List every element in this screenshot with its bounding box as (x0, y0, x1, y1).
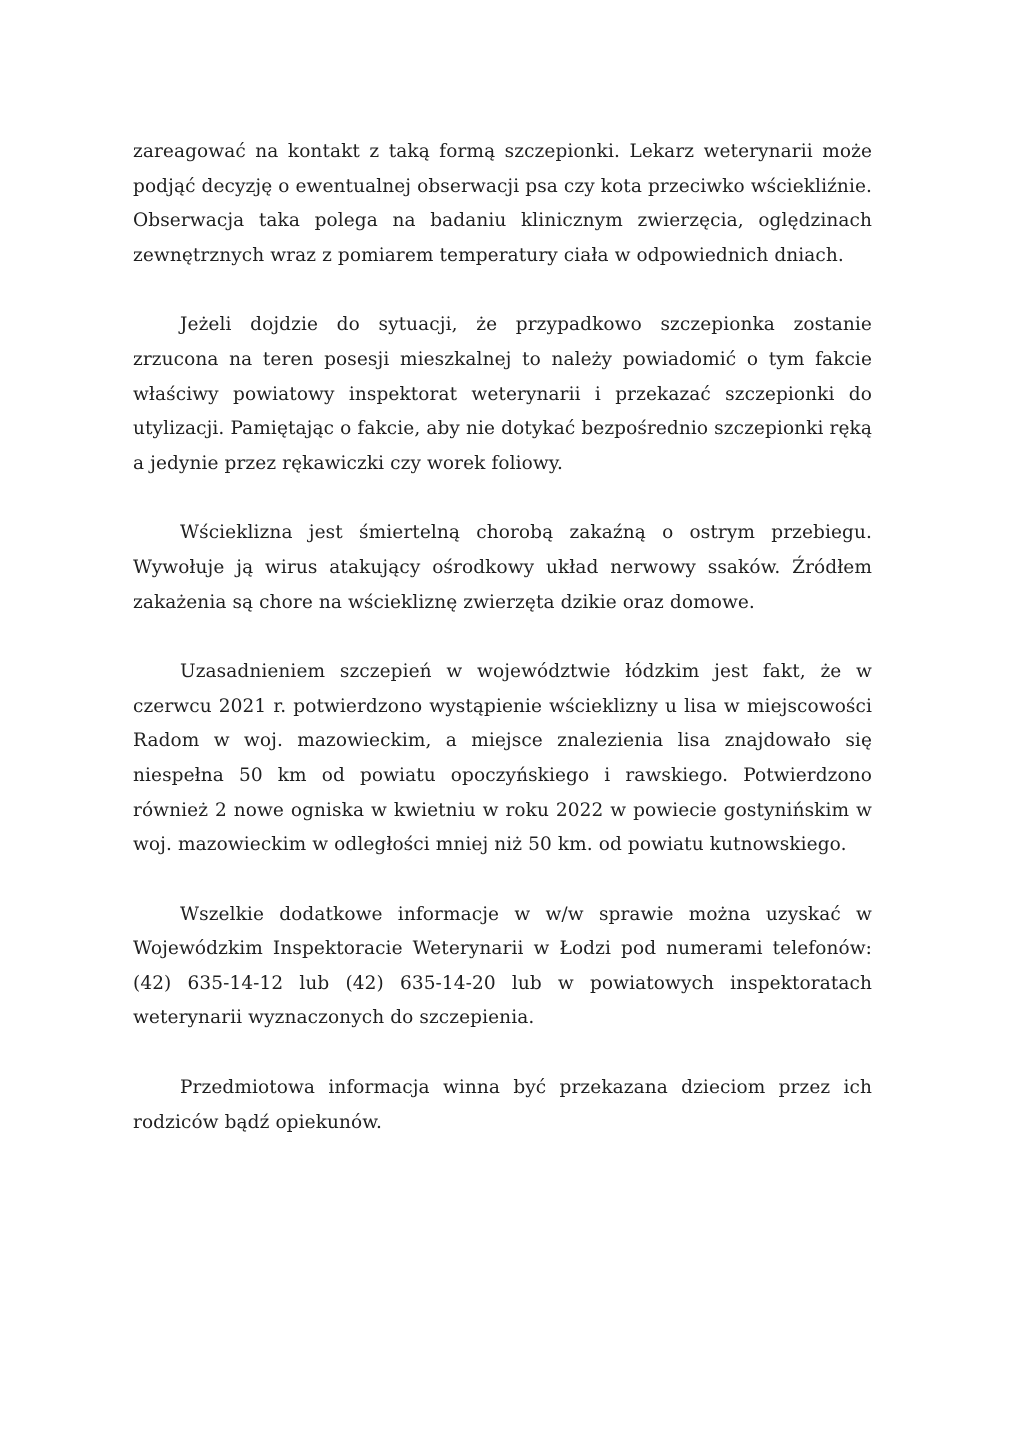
paragraph-vaccination-justification: Uzasadnieniem szczepień w województwie łódzkim jest fakt, że w czerwcu 2021 r. potwierdzono wystąpienie wścieklizny u lisa w miejscowości Radom w woj. mazowieckim, a miejsce znalezienia lisa znajdowało się niespełna 50 km od powiatu opoczyńskiego i rawskiego. Potwierdzono również 2 nowe ogniska w kwietniu w roku 2022 w powiecie gostynińskim w woj. mazowieckim w odległości mniej niż 50 km. od powiatu kutnowskiego. (133, 661, 872, 856)
paragraph-observation-continued: zareagować na kontakt z taką formą szczepionki. Lekarz weterynarii może podjąć decyzję o ewentualnej obserwacji psa czy kota przeciwko wściekliźnie. Obserwacja taka polega na badaniu klinicznym zwierzęcia, oględzinach zewnętrznych wraz z pomiarem temperatury ciała w odpowiednich dniach. (133, 141, 872, 266)
paragraph-inform-children: Przedmiotowa informacja winna być przekazana dzieciom przez ich rodziców bądź opiekunów. (133, 1077, 872, 1133)
paragraph-accidental-drop: Jeżeli dojdzie do sytuacji, że przypadkowo szczepionka zostanie zrzucona na teren posesji mieszkalnej to należy powiadomić o tym fakcie właściwy powiatowy inspektorat weterynarii i przekazać szczepionki do utylizacji. Pamiętając o fakcie, aby nie dotykać bezpośrednio szczepionki ręką a jedynie przez rękawiczki czy worek foliowy. (133, 314, 872, 474)
paragraph-contact-information: Wszelkie dodatkowe informacje w w/w sprawie można uzyskać w Wojewódzkim Inspektoracie Weterynarii w Łodzi pod numerami telefonów: (42) 635-14-12 lub (42) 635-14-20 lub w powiatowych inspektoratach weterynarii wyznaczonych do szczepienia. (133, 903, 872, 1029)
paragraph-rabies-description: Wścieklizna jest śmiertelną chorobą zakaźną o ostrym przebiegu. Wywołuje ją wirus atakujący ośrodkowy układ nerwowy ssaków. Źródłem zakażenia są chore na wściekliznę zwierzęta dzikie oraz domowe. (133, 522, 872, 613)
